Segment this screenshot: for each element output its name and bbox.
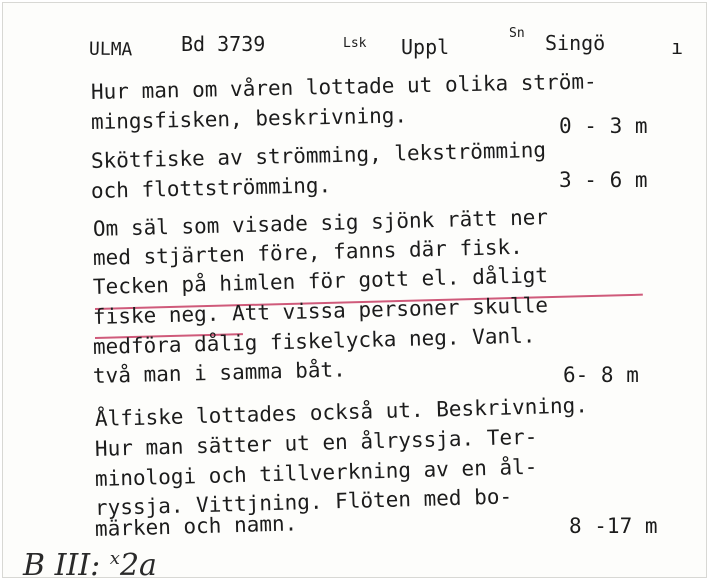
header-lsk-label: Lsk	[343, 36, 367, 51]
entry-3-line-6: två man i samma båt.	[92, 357, 347, 388]
header-socken: Singö	[545, 31, 606, 55]
entry-3-line-1: Om säl som visade sig sjönk rätt ner	[92, 205, 549, 241]
entry-4-line-2: Hur man sätter ut en ålryssja. Ter-	[94, 424, 538, 461]
header-bd-number: Bd 3739	[181, 32, 266, 56]
entry-2-line-1: Skötfiske av strömming, lekströmming	[90, 137, 547, 173]
entry-4-line-5: märken och namn.	[94, 511, 298, 541]
header-landskap: Uppl	[401, 35, 450, 59]
header-mark: ı	[671, 35, 684, 59]
entry-4-line-1: Ålfiske lottades också ut. Beskrivning.	[94, 393, 589, 431]
header-sn-label: Sn	[509, 26, 525, 41]
entry-3-line-4: fiske neg. Att vissa personer skulle	[92, 293, 549, 329]
header-code: ULMA	[88, 38, 133, 61]
handwritten-note-sup: x	[109, 548, 120, 569]
archive-card	[2, 2, 707, 578]
entry-4-line-4: ryssja. Vittjning. Flöten med bo-	[94, 484, 513, 520]
entry-3-line-2: med stjärten före, fanns där fisk.	[92, 234, 524, 270]
entry-4-range: 8 -17 m	[569, 514, 658, 538]
entry-1-line-2: mingsfisken, beskrivning.	[90, 103, 408, 134]
entry-1-range: 0 - 3 m	[559, 114, 648, 138]
entry-2-line-2: och flottströmming.	[90, 173, 332, 203]
entry-4-line-3: minologi och tillverkning av en ål-	[94, 454, 538, 491]
entry-3-line-5: medföra dålig fiskelycka neg. Vanl.	[92, 323, 536, 359]
entry-2-range: 3 - 6 m	[559, 168, 648, 192]
entry-3-range: 6- 8 m	[563, 363, 639, 387]
entry-1-line-1: Hur man om våren lottade ut olika ström-	[90, 69, 597, 104]
entry-3-line-3: Tecken på himlen för gott el. dåligt	[92, 263, 549, 299]
handwritten-note	[23, 548, 157, 578]
handwritten-note-base: B III:	[23, 548, 110, 578]
handwritten-note-tail: 2a	[119, 548, 157, 578]
